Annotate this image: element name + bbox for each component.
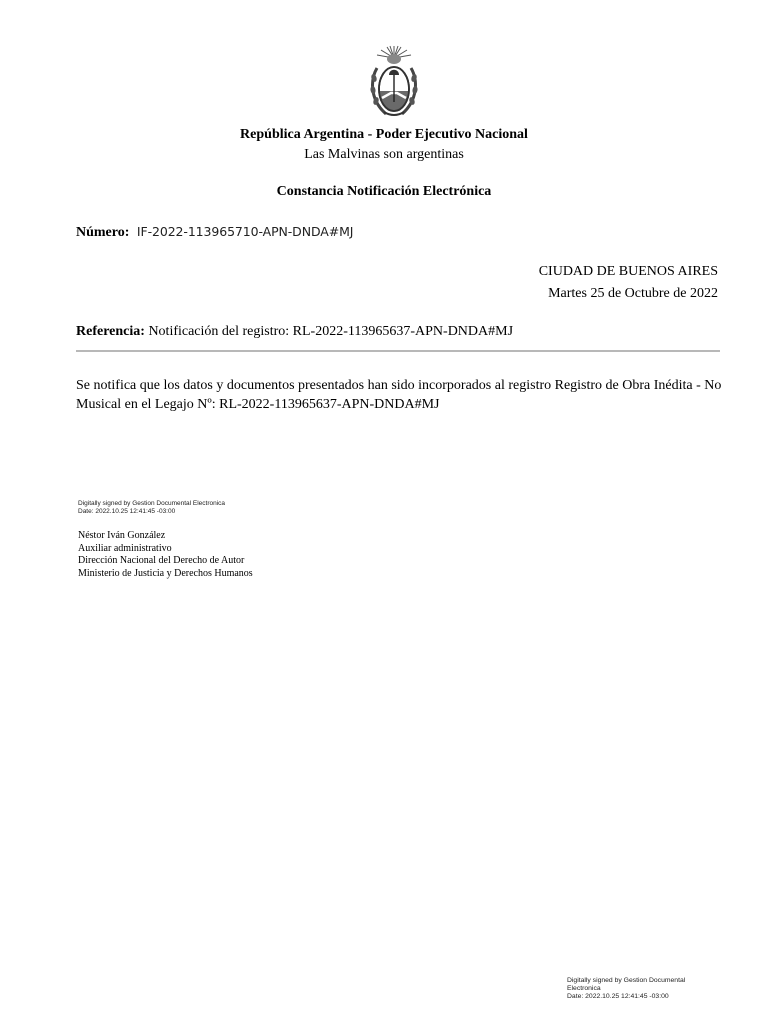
signer-block — [78, 530, 253, 580]
footer-signature-line-1: Digitally signed by Gestion Documental — [567, 977, 686, 984]
date-line: Martes 25 de Octubre de 2022 — [548, 286, 718, 301]
footer-signature-line-2: Electronica — [567, 984, 601, 992]
body-text: Se notifica que los datos y documentos presentados han sido incorporados al registro Registro de Obra Inédita - No Musical en el Legajo Nº: RL-2022-113965637-APN-DNDA#MJ — [76, 378, 722, 412]
signer-role: Auxiliar administrativo — [78, 542, 172, 554]
footer-signature-date: Date: 2022.10.25 12:41:45 -03:00 — [567, 992, 669, 1000]
signer-name: Néstor Iván González — [78, 530, 166, 541]
footer-digital-signature — [567, 977, 717, 1000]
signer-office: Dirección Nacional del Derecho de Autor — [78, 555, 245, 566]
numero-value: IF-2022-113965710-APN-DNDA#MJ — [136, 224, 354, 239]
digital-signature-date: Date: 2022.10.25 12:41:45 -03:00 — [78, 507, 176, 515]
numero-label: Número: — [76, 225, 130, 240]
header-title: República Argentina - Poder Ejecutivo Nacional — [240, 127, 528, 142]
argentina-coat-of-arms-icon — [368, 44, 420, 120]
header-subtitle: Las Malvinas son argentinas — [304, 147, 464, 162]
digital-signature-line-1: Digitally signed by Gestion Documental Electronica — [78, 500, 226, 507]
document-title: Constancia Notificación Electrónica — [276, 184, 492, 199]
referencia-label: Referencia: — [76, 324, 145, 339]
separator-line — [76, 350, 720, 352]
digital-signature-stamp — [78, 500, 225, 515]
numero-row — [76, 224, 353, 241]
signer-ministry: Ministerio de Justicia y Derechos Humanos — [78, 567, 253, 579]
city-line: CIUDAD DE BUENOS AIRES — [538, 264, 718, 279]
referencia-value: Notificación del registro: RL-2022-113965637-APN-DNDA#MJ — [148, 324, 514, 339]
referencia-row — [76, 324, 513, 340]
